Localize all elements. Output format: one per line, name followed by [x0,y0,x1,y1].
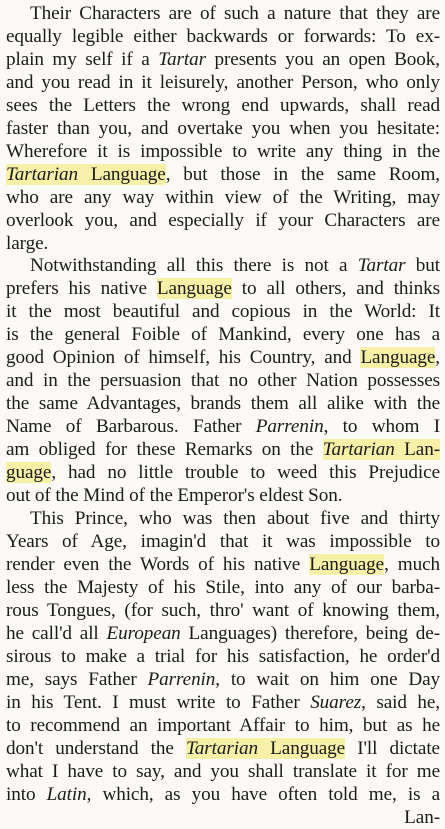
text-line [6,25,440,48]
text-segment: to all others, and thinks [231,278,440,299]
text-segment: Name of Barbarous. Father [6,416,256,437]
text-line [30,254,440,277]
text-line [6,576,440,599]
highlighted-word: Tartarian [322,439,395,460]
text-segment: and in the persuasion that no other Nation possesses [6,370,440,391]
text-line [6,140,440,163]
highlighted-word: Tartarian [186,738,258,759]
text-line [6,553,440,576]
text-segment: faster than you, and overtake you when you hesitate: [6,118,440,139]
text-segment: into [6,784,47,805]
text-segment: This Prince, who was then about five and thirty [30,508,440,529]
text-segment: equally legible either backwards or forwards: To ex- [6,26,440,47]
text-line [6,323,440,346]
text-line [6,392,440,415]
highlighted-word: Tartarian [6,164,78,185]
italic-text: Tartar [158,49,206,70]
text-line [6,346,440,369]
text-segment: less the Majesty of his Stile, into any of our barba- [6,577,440,598]
text-segment: to recommend an important Affair to him, but as he [6,715,440,736]
highlighted-word: Lan- [394,439,440,460]
text-line [6,530,440,553]
text-segment: sirous to make a trial for his satisfaction, he order'd [6,646,440,667]
text-segment: what I have to say, and you shall translate it for me [6,761,440,782]
text-segment: the same Advantages, brands them all alike with the [6,393,440,414]
text-line [6,48,440,71]
text-segment: good Opinion of himself, his Country, and [6,347,361,368]
text-line [6,737,440,760]
text-segment: it the most beautiful and copious in the World: It [6,301,440,322]
text-segment: Languages) therefore, being de- [180,623,440,644]
text-segment: , which, as you have often told me, is a [86,784,440,805]
text-segment: who are any way within view of the Writing, may [6,187,440,208]
text-line [6,760,440,783]
italic-text: Parrenin [147,669,216,690]
text-line [6,163,440,186]
text-segment: am obliged for these Remarks on the [6,439,323,460]
text-segment: rous Tongues, (for such, thro' want of knowing them, [6,600,440,621]
text-segment: prefers his native [6,278,157,299]
text-segment: render even the Words of his native [6,554,310,575]
text-line [6,484,440,507]
text-segment: , [435,347,440,368]
italic-text: Parrenin [255,416,324,437]
text-segment: , had no little trouble to weed this Prejudice [51,462,440,483]
text-line [6,369,440,392]
italic-text: Suarez [310,692,362,713]
text-line [6,186,440,209]
text-segment: , said he, [361,692,440,713]
text-line [30,2,440,25]
text-segment: and you read in it leisurely, another Person, who only [6,72,440,93]
text-segment: Years of Age, imagin'd that it was impossible to [6,531,440,552]
text-line [6,415,440,438]
text-line [6,691,440,714]
highlighted-word: Language [360,347,436,368]
text-line [6,438,440,461]
text-segment: , but those in the same Room, [165,164,440,185]
text-segment: plain my self if a [6,49,159,70]
text-line [6,622,440,645]
text-line [6,668,440,691]
text-segment: large. [6,233,49,254]
text-line [6,71,440,94]
text-segment: Lan- [404,807,440,828]
text-line [6,783,440,806]
text-line [6,806,440,829]
text-line [6,645,440,668]
text-segment: , to wait on him one Day [215,669,440,690]
text-segment: I'll dictate [345,738,440,759]
text-segment: presents you an open Book, [205,49,440,70]
text-segment: overlook you, and especially if your Characters are [6,210,440,231]
text-segment: , to whom I [323,416,440,437]
italic-text: European [106,623,181,644]
text-segment: sees the Letters the wrong end upwards, shall read [6,95,440,116]
text-line [6,714,440,737]
highlighted-word: Language [309,554,385,575]
text-segment: out of the Mind of the Emperor's eldest Son. [6,485,343,506]
text-line [6,300,440,323]
text-line [6,599,440,622]
text-segment: but [405,255,440,276]
text-segment: he call'd all [6,623,107,644]
highlighted-word: Language [156,278,232,299]
highlighted-word: guage [6,462,52,483]
text-line [6,209,440,232]
text-segment: don't understand the [6,738,186,759]
text-line [6,94,440,117]
highlighted-word: Language [257,738,346,759]
text-line [6,232,440,255]
text-line [6,117,440,140]
text-line [6,461,440,484]
text-segment: in his Tent. I must write to Father [6,692,311,713]
text-segment: is the general Foible of Mankind, every one has a [6,324,440,345]
text-segment: Notwithstanding all this there is not a [30,255,358,276]
italic-text: Latin [46,784,87,805]
text-segment: me, says Father [6,669,148,690]
italic-text: Tartar [357,255,406,276]
text-segment: , much [384,554,440,575]
text-line [6,277,440,300]
text-line [30,507,440,530]
text-segment: Their Characters are of such a nature that they are [30,3,440,24]
text-segment: Wherefore it is impossible to write any thing in the [6,141,440,162]
highlighted-word: Language [77,164,166,185]
